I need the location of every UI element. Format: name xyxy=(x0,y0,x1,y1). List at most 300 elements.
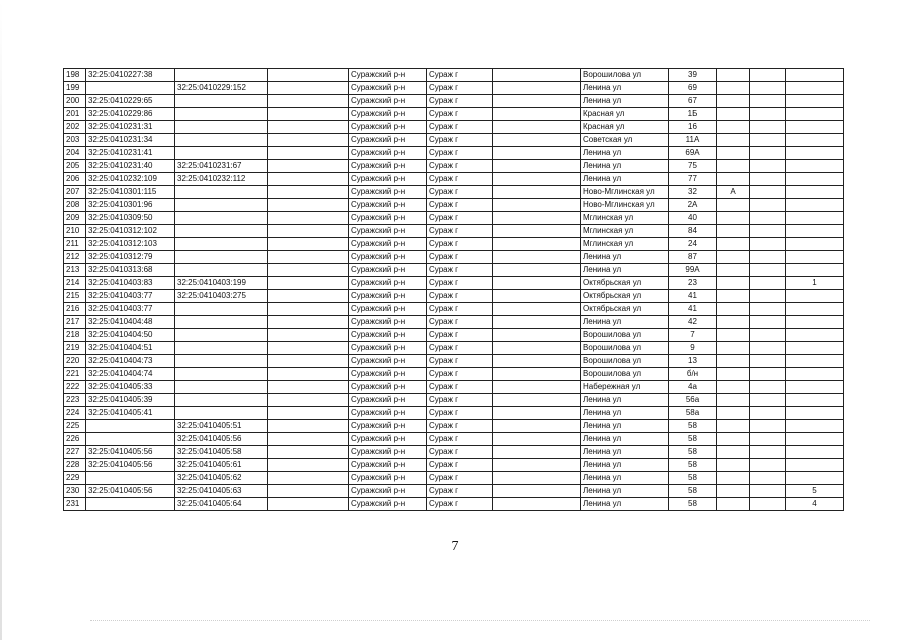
table-row xyxy=(64,173,844,186)
cell-extra1 xyxy=(750,407,786,420)
cell-num: 218 xyxy=(64,329,86,342)
cell-extra2 xyxy=(786,303,844,316)
cell-district: Суражский р-н xyxy=(349,472,427,485)
cell-street: Ленина ул xyxy=(581,433,669,446)
table-row xyxy=(64,121,844,134)
scan-artifact-line xyxy=(90,620,870,622)
cell-street: Ленина ул xyxy=(581,459,669,472)
cell-district: Суражский р-н xyxy=(349,277,427,290)
cell-cad1: 32:25:0410312:103 xyxy=(86,238,175,251)
cell-blank2 xyxy=(493,394,581,407)
cell-district: Суражский р-н xyxy=(349,173,427,186)
table-row xyxy=(64,433,844,446)
cell-house: 77 xyxy=(669,173,717,186)
cell-extra1 xyxy=(750,186,786,199)
cell-district: Суражский р-н xyxy=(349,342,427,355)
cell-blank1 xyxy=(268,459,349,472)
cell-num: 225 xyxy=(64,420,86,433)
cell-street: Ворошилова ул xyxy=(581,368,669,381)
cell-house: 69А xyxy=(669,147,717,160)
cell-blank2 xyxy=(493,264,581,277)
cell-blank2 xyxy=(493,277,581,290)
cell-extra1 xyxy=(750,277,786,290)
cell-district: Суражский р-н xyxy=(349,381,427,394)
cell-cad2: 32:25:0410405:63 xyxy=(175,485,268,498)
cell-extra2 xyxy=(786,134,844,147)
cell-extra2 xyxy=(786,199,844,212)
cell-extra2 xyxy=(786,225,844,238)
cell-cad1: 32:25:0410312:79 xyxy=(86,251,175,264)
cell-city: Сураж г xyxy=(427,95,493,108)
cell-lit xyxy=(717,459,750,472)
cell-blank1 xyxy=(268,134,349,147)
cell-extra1 xyxy=(750,303,786,316)
cell-city: Сураж г xyxy=(427,173,493,186)
cell-cad2: 32:25:0410405:51 xyxy=(175,420,268,433)
table-row xyxy=(64,186,844,199)
cell-blank2 xyxy=(493,485,581,498)
cell-district: Суражский р-н xyxy=(349,485,427,498)
cell-blank1 xyxy=(268,147,349,160)
cell-cad2 xyxy=(175,108,268,121)
cell-cad2 xyxy=(175,212,268,225)
cell-street: Ленина ул xyxy=(581,498,669,511)
table-row xyxy=(64,108,844,121)
cell-blank2 xyxy=(493,459,581,472)
cell-extra1 xyxy=(750,69,786,82)
cell-num: 217 xyxy=(64,316,86,329)
cell-street: Советская ул xyxy=(581,134,669,147)
cell-city: Сураж г xyxy=(427,108,493,121)
cell-district: Суражский р-н xyxy=(349,368,427,381)
cell-num: 230 xyxy=(64,485,86,498)
cell-street: Ленина ул xyxy=(581,95,669,108)
cell-num: 199 xyxy=(64,82,86,95)
cell-lit xyxy=(717,316,750,329)
table-row xyxy=(64,82,844,95)
cell-cad1: 32:25:0410227:38 xyxy=(86,69,175,82)
cell-street: Ленина ул xyxy=(581,82,669,95)
cell-blank2 xyxy=(493,186,581,199)
cell-num: 216 xyxy=(64,303,86,316)
cell-house: 16 xyxy=(669,121,717,134)
cell-district: Суражский р-н xyxy=(349,186,427,199)
cell-extra1 xyxy=(750,134,786,147)
cell-blank2 xyxy=(493,342,581,355)
cell-cad2 xyxy=(175,147,268,160)
cell-street: Ленина ул xyxy=(581,420,669,433)
cell-district: Суражский р-н xyxy=(349,498,427,511)
cell-blank1 xyxy=(268,290,349,303)
cell-city: Сураж г xyxy=(427,225,493,238)
cell-house: 58 xyxy=(669,433,717,446)
cell-lit xyxy=(717,121,750,134)
cell-blank1 xyxy=(268,251,349,264)
cell-cad1 xyxy=(86,433,175,446)
cell-extra2 xyxy=(786,394,844,407)
cell-extra2 xyxy=(786,69,844,82)
cell-blank1 xyxy=(268,342,349,355)
cell-cad1 xyxy=(86,420,175,433)
cell-city: Сураж г xyxy=(427,238,493,251)
cell-district: Суражский р-н xyxy=(349,95,427,108)
cell-house: 7 xyxy=(669,329,717,342)
cell-house: 39 xyxy=(669,69,717,82)
cell-num: 229 xyxy=(64,472,86,485)
table-row xyxy=(64,69,844,82)
cell-cad2: 32:25:0410231:67 xyxy=(175,160,268,173)
cell-num: 223 xyxy=(64,394,86,407)
cell-house: 58 xyxy=(669,472,717,485)
cell-lit xyxy=(717,95,750,108)
cell-street: Ленина ул xyxy=(581,472,669,485)
cell-district: Суражский р-н xyxy=(349,147,427,160)
cell-city: Сураж г xyxy=(427,277,493,290)
cell-lit xyxy=(717,147,750,160)
cell-house: б/н xyxy=(669,368,717,381)
table-row xyxy=(64,329,844,342)
cell-city: Сураж г xyxy=(427,433,493,446)
cell-district: Суражский р-н xyxy=(349,121,427,134)
cell-lit xyxy=(717,472,750,485)
cell-extra1 xyxy=(750,238,786,251)
cell-lit xyxy=(717,498,750,511)
cell-cad1: 32:25:0410405:56 xyxy=(86,446,175,459)
table-row xyxy=(64,212,844,225)
cell-street: Ворошилова ул xyxy=(581,342,669,355)
cell-num: 224 xyxy=(64,407,86,420)
register-table-body xyxy=(64,69,844,511)
cell-extra2 xyxy=(786,251,844,264)
cell-blank2 xyxy=(493,147,581,160)
table-row xyxy=(64,251,844,264)
cell-blank2 xyxy=(493,368,581,381)
cell-extra1 xyxy=(750,160,786,173)
cell-lit xyxy=(717,446,750,459)
cell-extra2 xyxy=(786,381,844,394)
cell-blank2 xyxy=(493,329,581,342)
cell-extra2 xyxy=(786,459,844,472)
cell-cad1: 32:25:0410231:41 xyxy=(86,147,175,160)
cell-lit xyxy=(717,251,750,264)
cell-cad1: 32:25:0410231:31 xyxy=(86,121,175,134)
cell-city: Сураж г xyxy=(427,329,493,342)
cell-blank1 xyxy=(268,368,349,381)
cell-cad1: 32:25:0410301:115 xyxy=(86,186,175,199)
cell-extra2 xyxy=(786,82,844,95)
cell-city: Сураж г xyxy=(427,316,493,329)
cell-blank2 xyxy=(493,95,581,108)
cell-blank1 xyxy=(268,238,349,251)
cell-blank2 xyxy=(493,381,581,394)
cell-blank1 xyxy=(268,329,349,342)
cell-city: Сураж г xyxy=(427,368,493,381)
cell-lit xyxy=(717,381,750,394)
cell-house: 13 xyxy=(669,355,717,368)
cell-city: Сураж г xyxy=(427,264,493,277)
cell-extra1 xyxy=(750,329,786,342)
cell-house: 41 xyxy=(669,290,717,303)
cell-extra2 xyxy=(786,407,844,420)
cell-extra1 xyxy=(750,420,786,433)
cell-house: 1Б xyxy=(669,108,717,121)
table-row xyxy=(64,147,844,160)
cell-city: Сураж г xyxy=(427,160,493,173)
cell-extra1 xyxy=(750,342,786,355)
cell-blank2 xyxy=(493,433,581,446)
cell-num: 219 xyxy=(64,342,86,355)
table-row xyxy=(64,394,844,407)
cell-blank2 xyxy=(493,225,581,238)
cell-num: 211 xyxy=(64,238,86,251)
cell-cad2 xyxy=(175,394,268,407)
cell-cad2 xyxy=(175,199,268,212)
table-row xyxy=(64,407,844,420)
cell-district: Суражский р-н xyxy=(349,290,427,303)
cell-cad1: 32:25:0410405:33 xyxy=(86,381,175,394)
cell-lit xyxy=(717,199,750,212)
cell-blank1 xyxy=(268,446,349,459)
cell-num: 222 xyxy=(64,381,86,394)
cell-city: Сураж г xyxy=(427,303,493,316)
cell-num: 221 xyxy=(64,368,86,381)
cell-street: Ленина ул xyxy=(581,251,669,264)
cell-house: 75 xyxy=(669,160,717,173)
cell-cad1: 32:25:0410231:34 xyxy=(86,134,175,147)
cell-cad2: 32:25:0410405:64 xyxy=(175,498,268,511)
cell-city: Сураж г xyxy=(427,498,493,511)
cell-cad1: 32:25:0410232:109 xyxy=(86,173,175,186)
cell-lit xyxy=(717,433,750,446)
cell-house: 56а xyxy=(669,394,717,407)
cell-extra1 xyxy=(750,121,786,134)
cell-lit xyxy=(717,329,750,342)
cell-district: Суражский р-н xyxy=(349,225,427,238)
cell-district: Суражский р-н xyxy=(349,69,427,82)
table-row xyxy=(64,225,844,238)
cell-lit xyxy=(717,160,750,173)
cell-extra2 xyxy=(786,108,844,121)
cell-extra1 xyxy=(750,485,786,498)
cell-blank2 xyxy=(493,472,581,485)
cell-district: Суражский р-н xyxy=(349,355,427,368)
cell-street: Ленина ул xyxy=(581,485,669,498)
cell-cad2 xyxy=(175,134,268,147)
table-row xyxy=(64,459,844,472)
cell-num: 207 xyxy=(64,186,86,199)
cell-street: Ленина ул xyxy=(581,446,669,459)
cell-extra1 xyxy=(750,173,786,186)
cell-extra2 xyxy=(786,186,844,199)
cell-extra1 xyxy=(750,368,786,381)
cell-street: Ворошилова ул xyxy=(581,355,669,368)
cell-cad1: 32:25:0410403:77 xyxy=(86,303,175,316)
cell-blank2 xyxy=(493,498,581,511)
table-row xyxy=(64,290,844,303)
cell-num: 203 xyxy=(64,134,86,147)
cell-house: 58 xyxy=(669,459,717,472)
cell-city: Сураж г xyxy=(427,251,493,264)
cell-extra1 xyxy=(750,199,786,212)
cell-extra2 xyxy=(786,472,844,485)
cell-extra2 xyxy=(786,316,844,329)
cell-blank1 xyxy=(268,160,349,173)
cell-cad1: 32:25:0410405:41 xyxy=(86,407,175,420)
cell-num: 202 xyxy=(64,121,86,134)
cell-lit xyxy=(717,264,750,277)
cell-extra2 xyxy=(786,342,844,355)
cell-extra2: 5 xyxy=(786,485,844,498)
cell-cad2 xyxy=(175,329,268,342)
cell-cad2: 32:25:0410403:275 xyxy=(175,290,268,303)
cell-num: 220 xyxy=(64,355,86,368)
cell-extra1 xyxy=(750,381,786,394)
table-row xyxy=(64,498,844,511)
cell-street: Октябрьская ул xyxy=(581,303,669,316)
cell-num: 214 xyxy=(64,277,86,290)
cell-blank1 xyxy=(268,433,349,446)
cell-extra2 xyxy=(786,147,844,160)
cell-district: Суражский р-н xyxy=(349,199,427,212)
cell-extra1 xyxy=(750,108,786,121)
cell-street: Ворошилова ул xyxy=(581,69,669,82)
cell-street: Ленина ул xyxy=(581,264,669,277)
table-row xyxy=(64,277,844,290)
cell-num: 208 xyxy=(64,199,86,212)
cell-blank1 xyxy=(268,316,349,329)
cell-lit xyxy=(717,108,750,121)
cell-district: Суражский р-н xyxy=(349,212,427,225)
cell-lit xyxy=(717,225,750,238)
cell-extra2 xyxy=(786,368,844,381)
cell-blank2 xyxy=(493,420,581,433)
cell-city: Сураж г xyxy=(427,407,493,420)
cell-city: Сураж г xyxy=(427,69,493,82)
cell-blank1 xyxy=(268,277,349,290)
cell-extra1 xyxy=(750,147,786,160)
cell-district: Суражский р-н xyxy=(349,407,427,420)
cell-extra2 xyxy=(786,212,844,225)
cell-cad2: 32:25:0410232:112 xyxy=(175,173,268,186)
cell-extra2 xyxy=(786,95,844,108)
cell-district: Суражский р-н xyxy=(349,329,427,342)
cell-num: 210 xyxy=(64,225,86,238)
cell-cad1: 32:25:0410229:86 xyxy=(86,108,175,121)
cell-street: Ворошилова ул xyxy=(581,329,669,342)
cell-num: 226 xyxy=(64,433,86,446)
cell-cad2 xyxy=(175,355,268,368)
cell-num: 198 xyxy=(64,69,86,82)
cell-lit xyxy=(717,212,750,225)
cell-lit xyxy=(717,238,750,251)
cell-cad2: 32:25:0410405:62 xyxy=(175,472,268,485)
cell-cad2 xyxy=(175,95,268,108)
cell-lit xyxy=(717,69,750,82)
cell-cad1: 32:25:0410404:51 xyxy=(86,342,175,355)
cell-district: Суражский р-н xyxy=(349,82,427,95)
cell-cad2: 32:25:0410403:199 xyxy=(175,277,268,290)
cell-cad1: 32:25:0410405:39 xyxy=(86,394,175,407)
table-row xyxy=(64,368,844,381)
cell-blank2 xyxy=(493,212,581,225)
cell-street: Красная ул xyxy=(581,121,669,134)
cell-house: 32 xyxy=(669,186,717,199)
cell-num: 201 xyxy=(64,108,86,121)
cell-house: 41 xyxy=(669,303,717,316)
cell-street: Октябрьская ул xyxy=(581,290,669,303)
cell-extra1 xyxy=(750,95,786,108)
cell-cad2 xyxy=(175,264,268,277)
cell-blank1 xyxy=(268,303,349,316)
cell-cad2: 32:25:0410405:56 xyxy=(175,433,268,446)
cell-street: Мглинская ул xyxy=(581,212,669,225)
cell-lit xyxy=(717,303,750,316)
cell-extra2 xyxy=(786,329,844,342)
cell-cad2 xyxy=(175,342,268,355)
cell-blank1 xyxy=(268,498,349,511)
cell-blank1 xyxy=(268,212,349,225)
cell-blank1 xyxy=(268,82,349,95)
cell-street: Красная ул xyxy=(581,108,669,121)
cell-cad1: 32:25:0410404:73 xyxy=(86,355,175,368)
cell-district: Суражский р-н xyxy=(349,459,427,472)
cell-cad2 xyxy=(175,316,268,329)
cell-num: 205 xyxy=(64,160,86,173)
cell-extra2 xyxy=(786,420,844,433)
cell-house: 2А xyxy=(669,199,717,212)
cell-num: 228 xyxy=(64,459,86,472)
cell-street: Мглинская ул xyxy=(581,238,669,251)
cell-extra1 xyxy=(750,394,786,407)
cell-city: Сураж г xyxy=(427,420,493,433)
cell-lit xyxy=(717,290,750,303)
cell-cad2 xyxy=(175,251,268,264)
cell-district: Суражский р-н xyxy=(349,446,427,459)
cell-cad1: 32:25:0410403:83 xyxy=(86,277,175,290)
cell-cad1 xyxy=(86,498,175,511)
cell-extra2: 4 xyxy=(786,498,844,511)
page-number: 7 xyxy=(451,539,459,554)
cell-city: Сураж г xyxy=(427,472,493,485)
cell-blank2 xyxy=(493,355,581,368)
cell-lit xyxy=(717,173,750,186)
cell-house: 84 xyxy=(669,225,717,238)
cell-extra1 xyxy=(750,264,786,277)
cell-house: 4а xyxy=(669,381,717,394)
cell-cad2 xyxy=(175,186,268,199)
cell-extra2 xyxy=(786,160,844,173)
cell-district: Суражский р-н xyxy=(349,251,427,264)
cell-lit xyxy=(717,420,750,433)
cell-cad1: 32:25:0410312:102 xyxy=(86,225,175,238)
cell-street: Ленина ул xyxy=(581,147,669,160)
table-row xyxy=(64,446,844,459)
cell-cad2: 32:25:0410405:58 xyxy=(175,446,268,459)
cell-cad1: 32:25:0410404:74 xyxy=(86,368,175,381)
cell-house: 87 xyxy=(669,251,717,264)
cell-extra2: 1 xyxy=(786,277,844,290)
cell-extra2 xyxy=(786,238,844,251)
cell-blank2 xyxy=(493,108,581,121)
register-table xyxy=(63,68,844,511)
cell-blank2 xyxy=(493,407,581,420)
cell-blank2 xyxy=(493,82,581,95)
cell-district: Суражский р-н xyxy=(349,420,427,433)
table-row xyxy=(64,485,844,498)
cell-num: 209 xyxy=(64,212,86,225)
cell-city: Сураж г xyxy=(427,485,493,498)
cell-street: Октябрьская ул xyxy=(581,277,669,290)
